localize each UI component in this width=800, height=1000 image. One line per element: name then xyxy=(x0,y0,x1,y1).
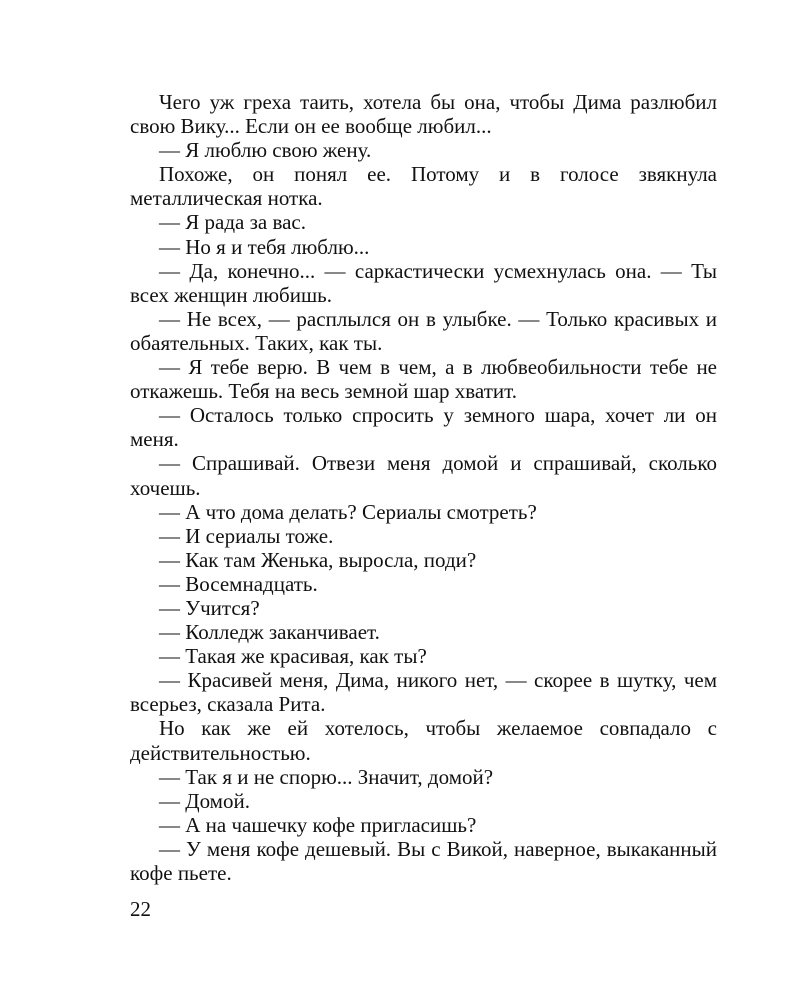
paragraph: — Но я и тебя люблю... xyxy=(159,234,370,259)
paragraph: Но как же ей хотелось, чтобы желаемое совпадало с действительностью. xyxy=(130,716,717,765)
paragraph: — А что дома делать? Сериалы смотреть? xyxy=(159,499,537,524)
paragraph: Чего уж греха таить, хотела бы она, чтобы Дима разлюбил свою Вику... Если он ее вообще любил... xyxy=(130,90,717,139)
paragraph: — У меня кофе дешевый. Вы с Викой, наверное, выкаканный кофе пьете. xyxy=(130,836,717,885)
paragraph: — Домой. xyxy=(159,788,250,813)
paragraph: — Учится? xyxy=(159,595,260,620)
paragraph: — Такая же красивая, как ты? xyxy=(159,644,427,669)
paragraph: — Так я и не спорю... Значит, домой? xyxy=(159,764,494,789)
paragraph: — Я люблю свою жену. xyxy=(159,138,372,163)
page-number: 22 xyxy=(130,897,151,921)
paragraph: — Я рада за вас. xyxy=(159,210,306,235)
paragraph: — Не всех, — расплылся он в улыбке. — Только красивых и обаятельных. Таких, как ты. xyxy=(130,306,717,355)
paragraph: — Как там Женька, выросла, поди? xyxy=(159,547,477,572)
paragraph: — Восемнадцать. xyxy=(159,571,318,596)
paragraph: — Колледж заканчивает. xyxy=(159,620,380,645)
paragraph: — Да, конечно... — саркастически усмехнулась она. — Ты всех женщин любишь. xyxy=(130,258,717,307)
page-text xyxy=(130,90,717,885)
paragraph: — И сериалы тоже. xyxy=(159,523,334,548)
paragraph: — Я тебе верю. В чем в чем, а в любвеобильности тебе не откажешь. Тебя на весь земной шар хватит. xyxy=(130,355,717,404)
paragraph: — Красивей меня, Дима, никого нет, — скорее в шутку, чем всерьез, сказала Рита. xyxy=(130,668,717,717)
paragraph: — А на чашечку кофе пригласишь? xyxy=(159,812,477,837)
paragraph: Похоже, он понял ее. Потому и в голосе звякнула металлическая нотка. xyxy=(130,162,717,211)
paragraph: — Осталось только спросить у земного шара, хочет ли он меня. xyxy=(130,403,717,452)
paragraph: — Спрашивай. Отвези меня домой и спрашивай, сколько хочешь. xyxy=(130,451,717,500)
